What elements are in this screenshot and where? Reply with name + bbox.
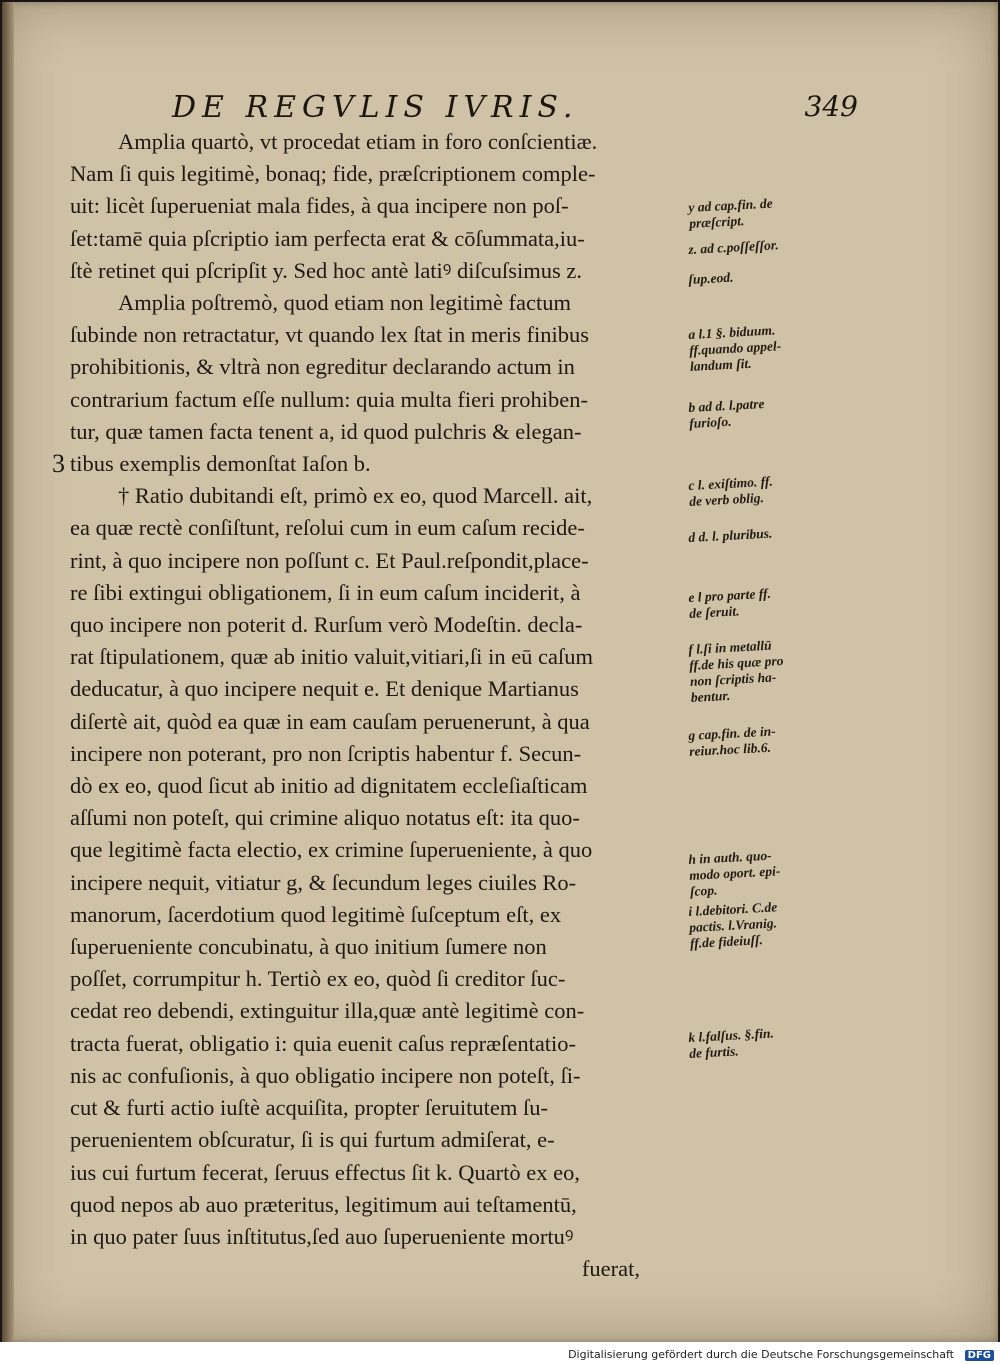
text-line: in quo pater ſuus inſtitutus,ſed auo ſuperueniente mortuꝰ — [70, 1223, 574, 1249]
page-number: 349 — [804, 90, 858, 123]
marginal-note — [688, 319, 850, 375]
text-line: ea quæ rectè conſiſtunt, reſolui cum in eum caſum recide- — [70, 515, 585, 541]
marginal-note-line: f l.ſi in metallū — [688, 637, 772, 657]
marginal-note-line: ff.quando appel- — [688, 338, 782, 358]
text-line: re ſibi extingui obligationem, ſi in eum caſum inciderit, à — [70, 579, 581, 605]
marginal-note-line: a l.1 §. biduum. — [688, 322, 776, 342]
dfg-logo: DFG — [965, 1350, 994, 1361]
text-line: que legitimè facta electio, ex crimine ſuperueniente, à quo — [70, 837, 593, 863]
footer-credit: Digitalisierung gefördert durch die Deutsche Forschungsgemeinschaft — [568, 1348, 954, 1361]
marginal-note-line: bentur. — [690, 687, 731, 705]
text-line: † Ratio dubitandi eſt, primò ex eo, quod Marcell. ait, — [118, 483, 593, 509]
text-line: Amplia quartò, vt procedat etiam in foro conſcientiæ. — [118, 129, 598, 154]
text-line: quod nepos ab auo præteritus, legitimum aui teſtamentū, — [70, 1191, 577, 1217]
text-line: ſubinde non retractatur, vt quando lex ſtat in meris finibus — [70, 322, 589, 348]
marginal-note — [688, 720, 849, 760]
text-line: quo incipere non poterit d. Rurſum verò Modeſtin. decla- — [70, 612, 583, 638]
text-line: prohibitionis, & vltrà non egreditur declarando actum in — [70, 354, 575, 380]
text-line: ſuperueniente concubinatu, à quo initium ſumere non — [70, 934, 547, 960]
marginal-note — [688, 1022, 849, 1062]
marginal-note — [688, 634, 851, 706]
marginal-note — [688, 264, 849, 288]
marginal-note-line: non ſcriptis ha- — [689, 669, 777, 689]
marginal-note — [688, 234, 849, 258]
marginal-note-line: furioſo. — [688, 413, 732, 431]
text-line: tibus exemplis demonſtat Iaſon b. — [70, 451, 371, 477]
running-title: DE REGVLIS IVRIS. — [172, 90, 579, 125]
body-text — [70, 126, 690, 1285]
text-line: Nam ſi quis legitimè, bonaq; fide, præſcriptionem comple- — [70, 161, 596, 187]
text-line: ſtè retinet qui pſcripſit y. Sed hoc antè latiꝰ diſcuſsimus z. — [70, 257, 583, 283]
marginal-note-line: ſcop. — [689, 882, 718, 899]
text-line: peruenientem obſcuratur, ſi is qui furtum admiſerat, e- — [70, 1127, 555, 1153]
footer-bar — [0, 1342, 1000, 1365]
page-header — [172, 90, 872, 126]
text-line: tur, quæ tamen facta tenent a, id quod pulchris & elegan- — [70, 418, 582, 444]
marginal-note-line: c l. exiſtimo. ff. — [688, 473, 774, 493]
text-line: deducatur, à quo incipere nequit e. Et denique Martianus — [70, 676, 579, 702]
page-spine-shadow — [2, 2, 14, 1342]
text-line: nis ac confuſionis, à quo obligatio incipere non poteſt, ſi- — [70, 1062, 581, 1088]
text-line: incipere nequit, vitiatur g, & ſecundum leges ciuiles Ro- — [70, 869, 577, 895]
text-line: contrarium factum eſſe nullum: quia multa fieri prohiben- — [70, 386, 588, 412]
marginal-note-line: ſup.eod. — [688, 269, 734, 287]
marginal-note-line: landum ſit. — [689, 355, 752, 374]
marginal-note-line: k l.falſus. §.fin. — [688, 1025, 775, 1045]
marginal-note — [688, 844, 850, 900]
text-line: incipere non poterant, pro non ſcriptis habentur f. Secun- — [70, 740, 582, 766]
text-line: cedat reo debendi, extinguitur illa,quæ antè legitimè con- — [70, 998, 585, 1024]
catchword: fuerat, — [581, 1256, 640, 1282]
marginal-note-line: y ad cap.fin. de — [688, 195, 774, 215]
text-line: rat ſtipulationem, quæ ab initio valuit,vitiari,ſi in eū caſum — [70, 644, 594, 670]
marginal-note-line: reiur.hoc lib.6. — [688, 739, 772, 759]
marginal-note-line: g cap.fin. de in- — [688, 723, 777, 743]
marginal-note-line: pactis. l.Vranig. — [688, 915, 778, 935]
text-line: rint, à quo incipere non poſſunt c. Et Paul.reſpondit,place- — [70, 547, 589, 573]
text-line: uit: licèt ſuperueniat mala fides, à qua incipere non poſ- — [70, 193, 569, 219]
marginal-note-line: z. ad c.poſſeſſor. — [688, 237, 780, 257]
text-line: ius cui furtum fecerat, ſeruus effectus ſit k. Quartò ex eo, — [70, 1159, 581, 1185]
marginal-note — [688, 192, 849, 232]
marginal-note-line: de ſeruit. — [688, 603, 740, 621]
text-line: poſſet, corrumpitur h. Tertiò ex eo, quòd ſi creditor ſuc- — [70, 966, 566, 992]
marginal-note-line: ff.de fideiuſſ. — [689, 932, 764, 951]
marginal-note-line: de verb oblig. — [688, 490, 765, 509]
text-line: dò ex eo, quod ſicut ab initio ad dignitatem eccleſiaſticam — [70, 773, 588, 799]
text-line: tracta fuerat, obligatio i: quia euenit caſus repræſentatio- — [70, 1030, 577, 1056]
marginal-note — [688, 896, 850, 952]
text-line: ſet:tamē quia pſcriptio iam perfecta erat & cōſummata,iu- — [70, 225, 585, 251]
text-line: manorum, ſacerdotium quod legitimè ſuſceptum eſt, ex — [70, 901, 562, 927]
marginal-note — [688, 470, 849, 510]
marginal-note-line: h in auth. quo- — [688, 847, 772, 867]
marginal-note-line: e l pro parte ff. — [688, 585, 772, 605]
marginal-note-line: de furtis. — [688, 1043, 740, 1061]
text-line: cut & furti actio iuſtè acquiſita, propter ſeruitutem ſu- — [70, 1095, 548, 1121]
marginal-note — [688, 582, 849, 622]
marginal-note-line: d d. l. pluribus. — [688, 525, 773, 545]
margin-section-number: 3 — [52, 449, 65, 478]
text-line: Amplia poſtremò, quod etiam non legitimè factum — [118, 290, 572, 316]
book-page — [2, 2, 998, 1342]
marginal-note-line: præſcript. — [688, 213, 745, 231]
text-line: diſertè ait, quòd ea quæ in eam cauſam peruenerunt, à qua — [70, 708, 590, 734]
marginal-note-line: i l.debitori. C.de — [688, 899, 778, 919]
marginal-note-line: modo oport. epi- — [688, 863, 781, 883]
marginal-note — [688, 392, 849, 432]
marginal-note-line: b ad d. l.patre — [688, 396, 765, 415]
text-line: aſſumi non poteſt, qui crimine aliquo notatus eſt: ita quo- — [70, 805, 580, 831]
marginal-note-line: ff.de his quæ pro — [688, 653, 784, 673]
marginal-note — [688, 522, 849, 546]
